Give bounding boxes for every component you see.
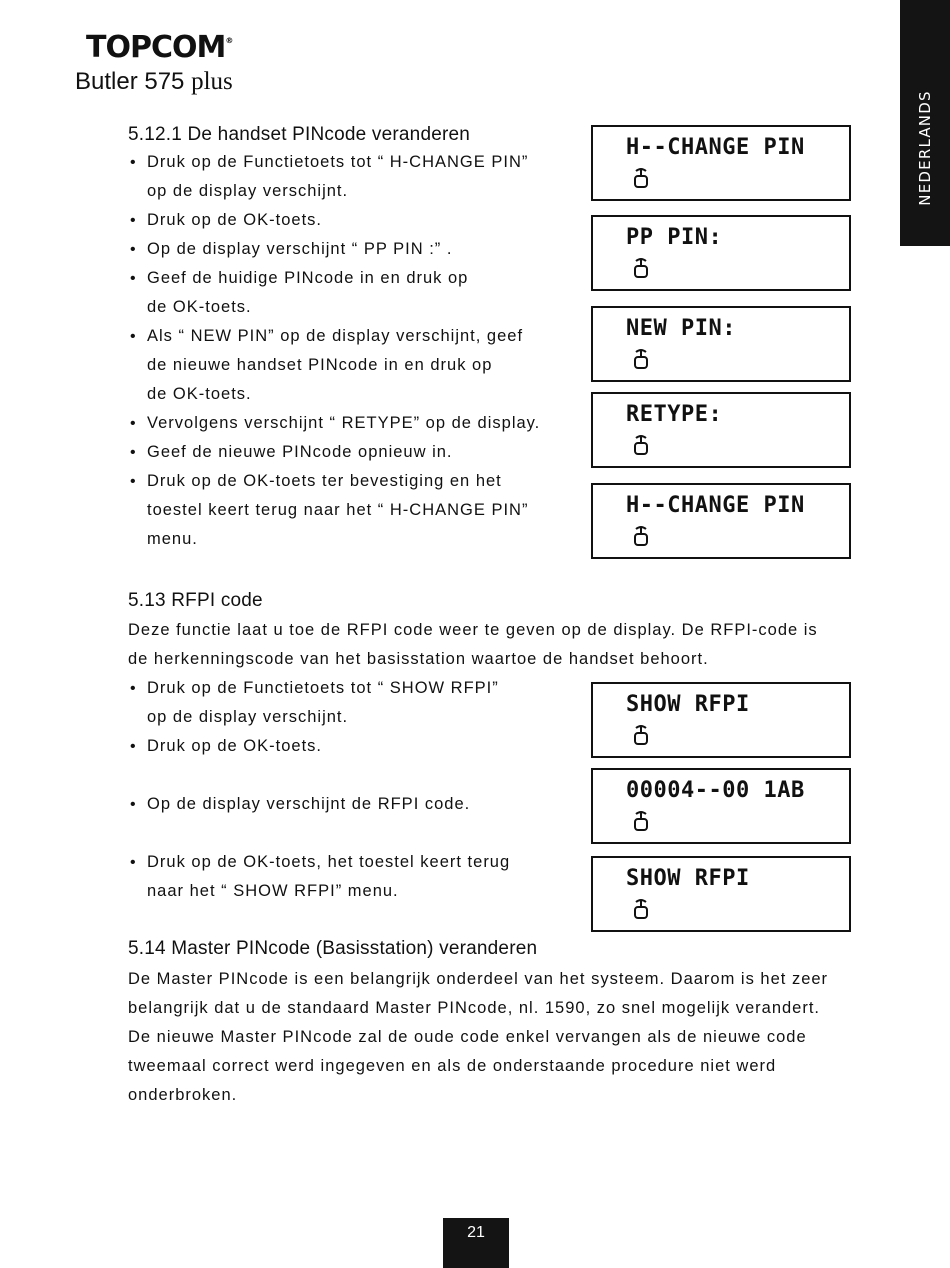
language-tab-label: NEDERLANDS <box>916 90 934 206</box>
model-name: Butler 575 plus <box>75 68 233 95</box>
lcd-display <box>591 215 851 291</box>
bullet: • <box>130 241 136 258</box>
text-line: Deze functie laat u toe de RFPI code weer te geven op de display. De RFPI-code is <box>128 621 818 639</box>
section-heading-5-14: 5.14 Master PINcode (Basisstation) veranderen <box>128 938 538 959</box>
lcd-display <box>591 306 851 382</box>
lcd-text: SHOW RFPI <box>626 692 750 717</box>
bullet: • <box>130 154 136 171</box>
lcd-text: H--CHANGE PIN <box>626 135 805 160</box>
brand-logo: TOPCOM® <box>86 30 233 65</box>
handset-off-hook-icon <box>633 167 649 189</box>
text-line: onderbroken. <box>128 1086 238 1104</box>
text-line: Op de display verschijnt “ PP PIN :” . <box>147 240 453 258</box>
text-line: Geef de nieuwe PINcode opnieuw in. <box>147 443 453 461</box>
text-line: De Master PINcode is een belangrijk onderdeel van het systeem. Daarom is het zeer <box>128 970 829 988</box>
section-heading-5-13: 5.13 RFPI code <box>128 590 263 611</box>
bullet: • <box>130 796 136 813</box>
text-line: menu. <box>147 530 198 548</box>
text-line: Druk op de OK-toets. <box>147 737 322 755</box>
lcd-text: RETYPE: <box>626 402 723 427</box>
text-line: op de display verschijnt. <box>147 708 349 726</box>
text-line: Vervolgens verschijnt “ RETYPE” op de display. <box>147 414 541 432</box>
lcd-display <box>591 483 851 559</box>
bullet: • <box>130 415 136 432</box>
text-line: Druk op de Functietoets tot “ SHOW RFPI” <box>147 679 499 697</box>
handset-off-hook-icon <box>633 724 649 746</box>
handset-off-hook-icon <box>633 257 649 279</box>
text-line: de herkenningscode van het basisstation waartoe de handset behoort. <box>128 650 709 668</box>
text-line: de nieuwe handset PINcode in en druk op <box>147 356 493 374</box>
text-line: toestel keert terug naar het “ H-CHANGE PIN” <box>147 501 529 519</box>
text-line: Druk op de OK-toets ter bevestiging en het <box>147 472 502 490</box>
lcd-display <box>591 392 851 468</box>
text-line: de OK-toets. <box>147 385 252 403</box>
text-line: Als “ NEW PIN” op de display verschijnt, geef <box>147 327 524 345</box>
lcd-text: 00004--00 1AB <box>626 778 805 803</box>
bullet: • <box>130 680 136 697</box>
lcd-text: H--CHANGE PIN <box>626 493 805 518</box>
lcd-display <box>591 768 851 844</box>
lcd-display <box>591 682 851 758</box>
lcd-text: PP PIN: <box>626 225 723 250</box>
handset-off-hook-icon <box>633 898 649 920</box>
text-line: Op de display verschijnt de RFPI code. <box>147 795 471 813</box>
text-line: tweemaal correct werd ingegeven en als de onderstaande procedure niet werd <box>128 1057 777 1075</box>
lcd-text: SHOW RFPI <box>626 866 750 891</box>
text-line: de OK-toets. <box>147 298 252 316</box>
language-tab <box>900 0 950 246</box>
text-line: Geef de huidige PINcode in en druk op <box>147 269 469 287</box>
text-line: naar het “ SHOW RFPI” menu. <box>147 882 399 900</box>
page-number: 21 <box>443 1218 509 1268</box>
bullet: • <box>130 328 136 345</box>
text-line: belangrijk dat u de standaard Master PINcode, nl. 1590, zo snel mogelijk verandert. <box>128 999 821 1017</box>
text-line: De nieuwe Master PINcode zal de oude code enkel vervangen als de nieuwe code <box>128 1028 807 1046</box>
bullet: • <box>130 270 136 287</box>
lcd-text: NEW PIN: <box>626 316 736 341</box>
bullet: • <box>130 212 136 229</box>
text-line: Druk op de Functietoets tot “ H-CHANGE PIN” <box>147 153 529 171</box>
bullet: • <box>130 854 136 871</box>
text-line: Druk op de OK-toets, het toestel keert terug <box>147 853 511 871</box>
text-line: op de display verschijnt. <box>147 182 349 200</box>
bullet: • <box>130 444 136 461</box>
section-heading-5-12-1: 5.12.1 De handset PINcode veranderen <box>128 124 471 145</box>
handset-off-hook-icon <box>633 348 649 370</box>
bullet: • <box>130 473 136 490</box>
handset-off-hook-icon <box>633 525 649 547</box>
lcd-display <box>591 125 851 201</box>
lcd-display <box>591 856 851 932</box>
text-line: Druk op de OK-toets. <box>147 211 322 229</box>
bullet: • <box>130 738 136 755</box>
handset-off-hook-icon <box>633 810 649 832</box>
handset-off-hook-icon <box>633 434 649 456</box>
